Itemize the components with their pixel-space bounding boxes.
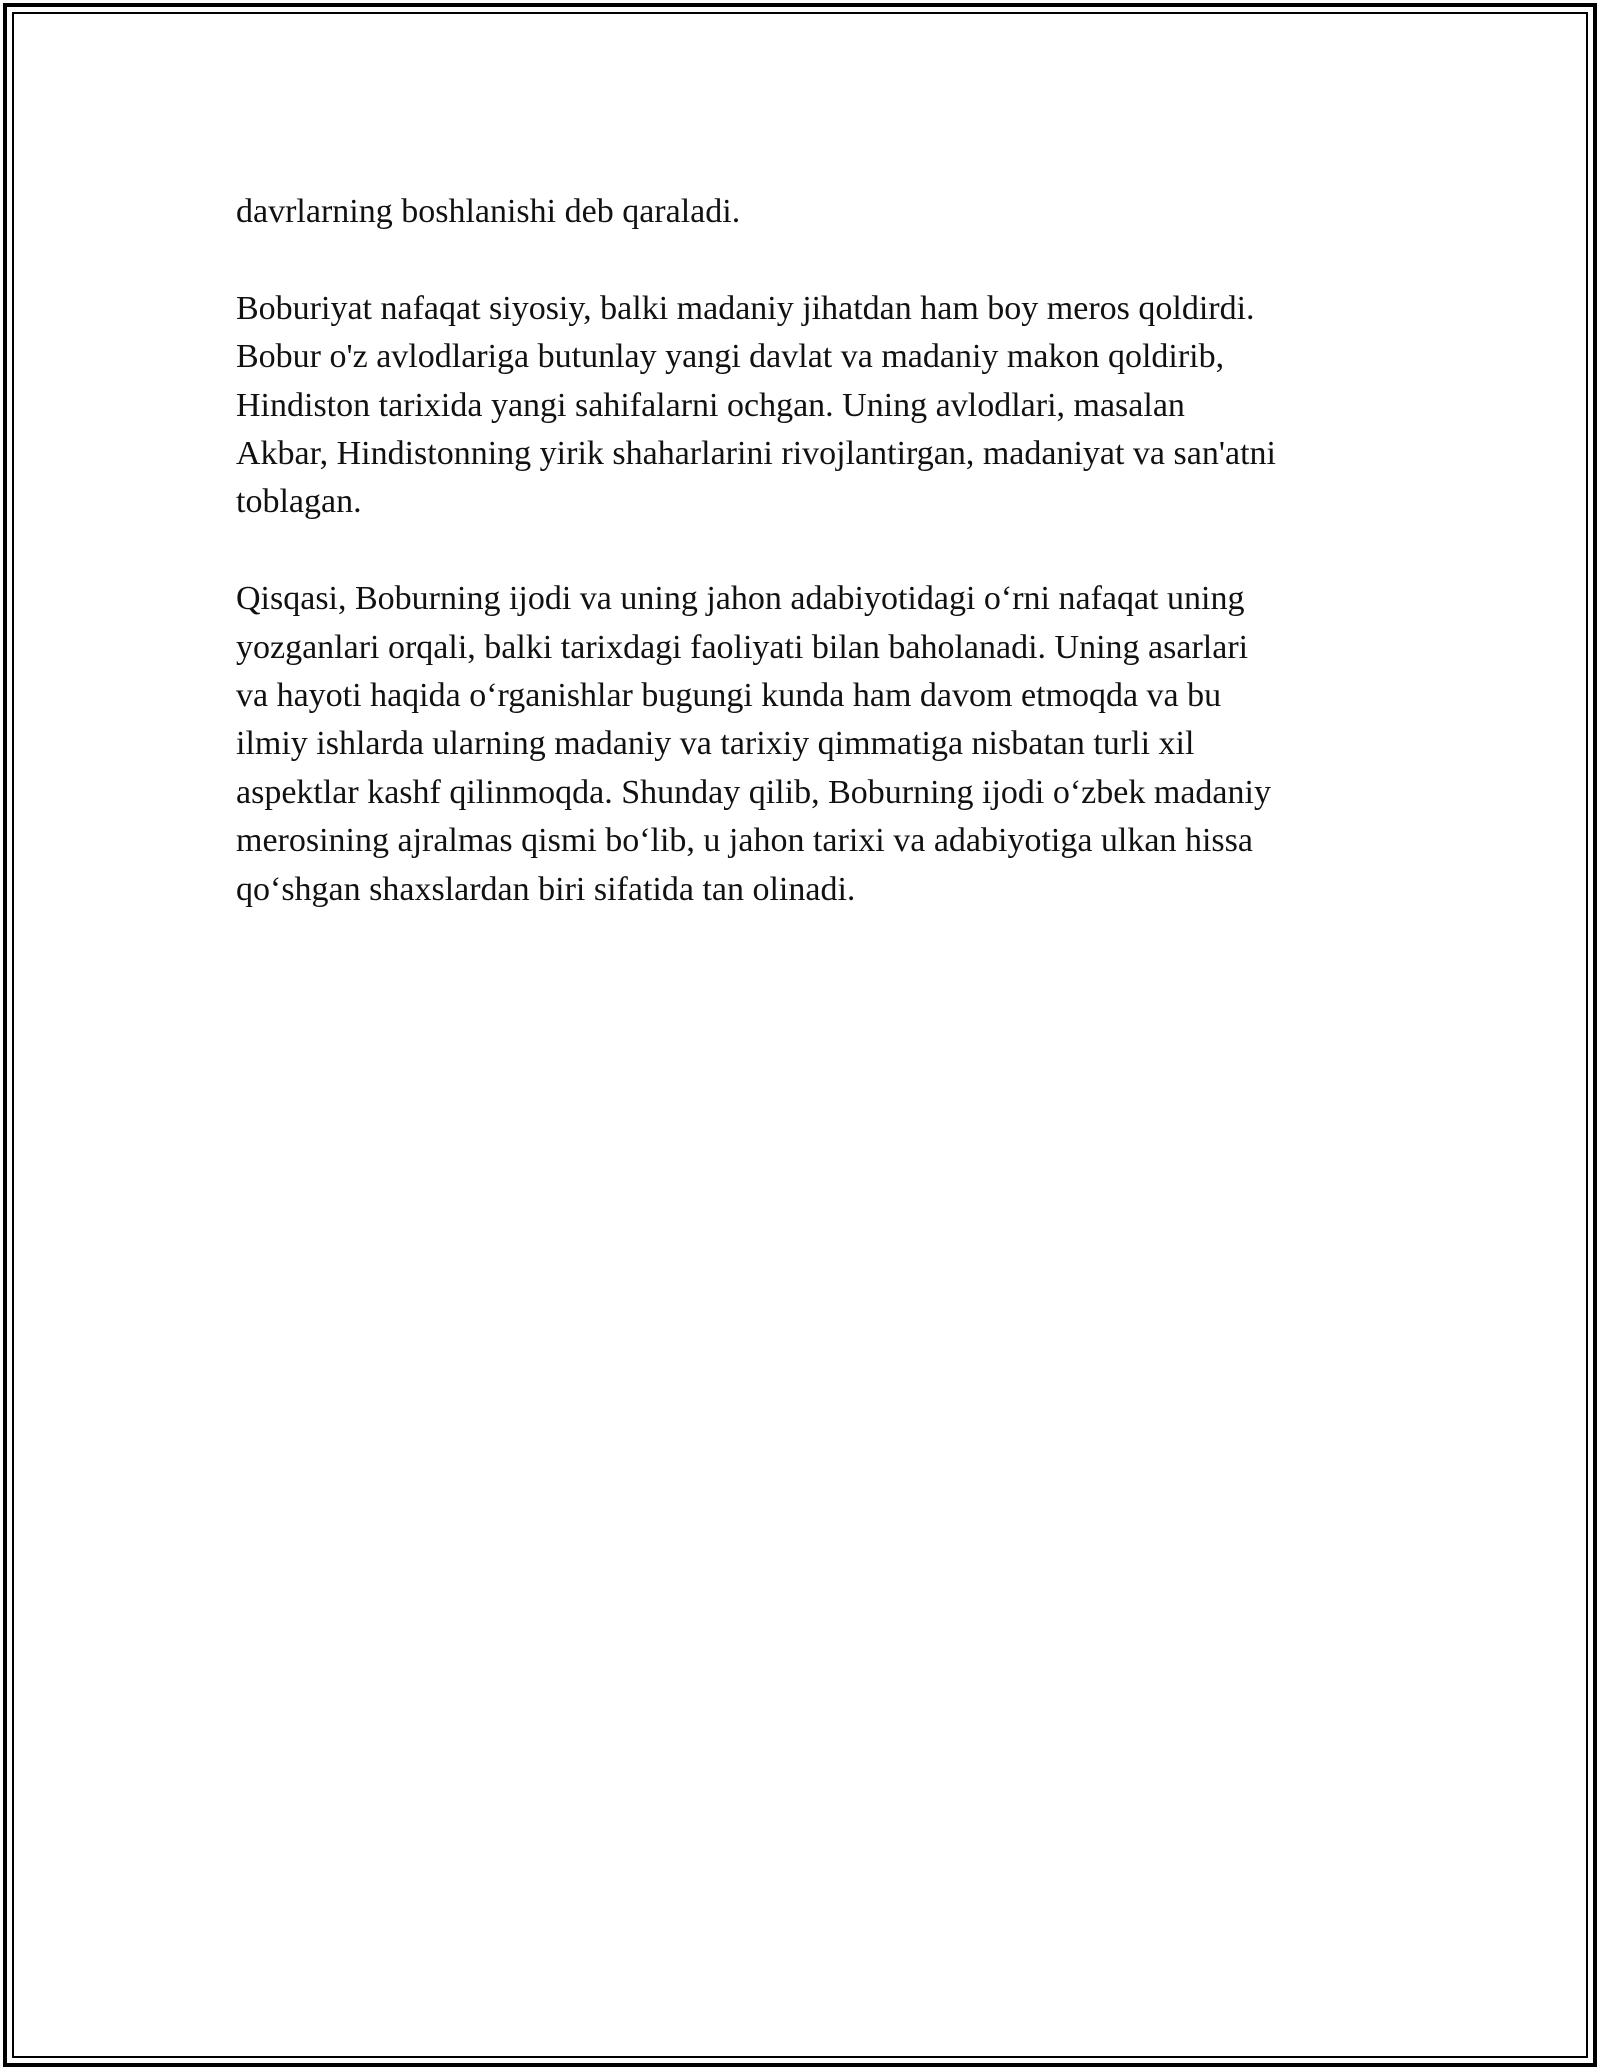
paragraph-line: merosining ajralmas qismi bo‘lib, u jahon tarixi va adabiyotiga ulkan hissa (236, 822, 1253, 860)
paragraph-line: qo‘shgan shaxslardan biri sifatida tan olinadi. (236, 870, 856, 908)
paragraph-line: yozganlari orqali, balki tarixdagi faoliyati bilan baholanadi. Uning asarlari (236, 628, 1249, 666)
page-body (236, 188, 1376, 962)
paragraph-2 (236, 285, 1376, 527)
paragraph-line: Bobur o'z avlodlariga butunlay yangi davlat va madaniy makon qoldirib, (236, 338, 1225, 376)
paragraph-line: Qisqasi, Boburning ijodi va uning jahon adabiyotidagi o‘rni nafaqat uning (236, 580, 1245, 618)
paragraph-3 (236, 575, 1376, 914)
paragraph-line: va hayoti haqida o‘rganishlar bugungi kunda ham davom etmoqda va bu (236, 677, 1222, 715)
paragraph-line: toblagan. (236, 483, 362, 521)
paragraph-line: Akbar, Hindistonning yirik shaharlarini rivojlantirgan, madaniyat va san'atni (236, 435, 1276, 473)
paragraph-line: aspektlar kashf qilinmoqda. Shunday qilib, Boburning ijodi o‘zbek madaniy (236, 773, 1271, 811)
paragraph-line: ilmiy ishlarda ularning madaniy va tarixiy qimmatiga nisbatan turli xil (236, 725, 1195, 763)
paragraph-line: Hindiston tarixida yangi sahifalarni ochgan. Uning avlodlari, masalan (236, 386, 1185, 424)
paragraph-line: davrlarning boshlanishi deb qaraladi. (236, 193, 741, 230)
paragraph-1 (236, 188, 1376, 236)
paragraph-line: Boburiyat nafaqat siyosiy, balki madaniy jihatdan ham boy meros qoldirdi. (236, 289, 1255, 327)
